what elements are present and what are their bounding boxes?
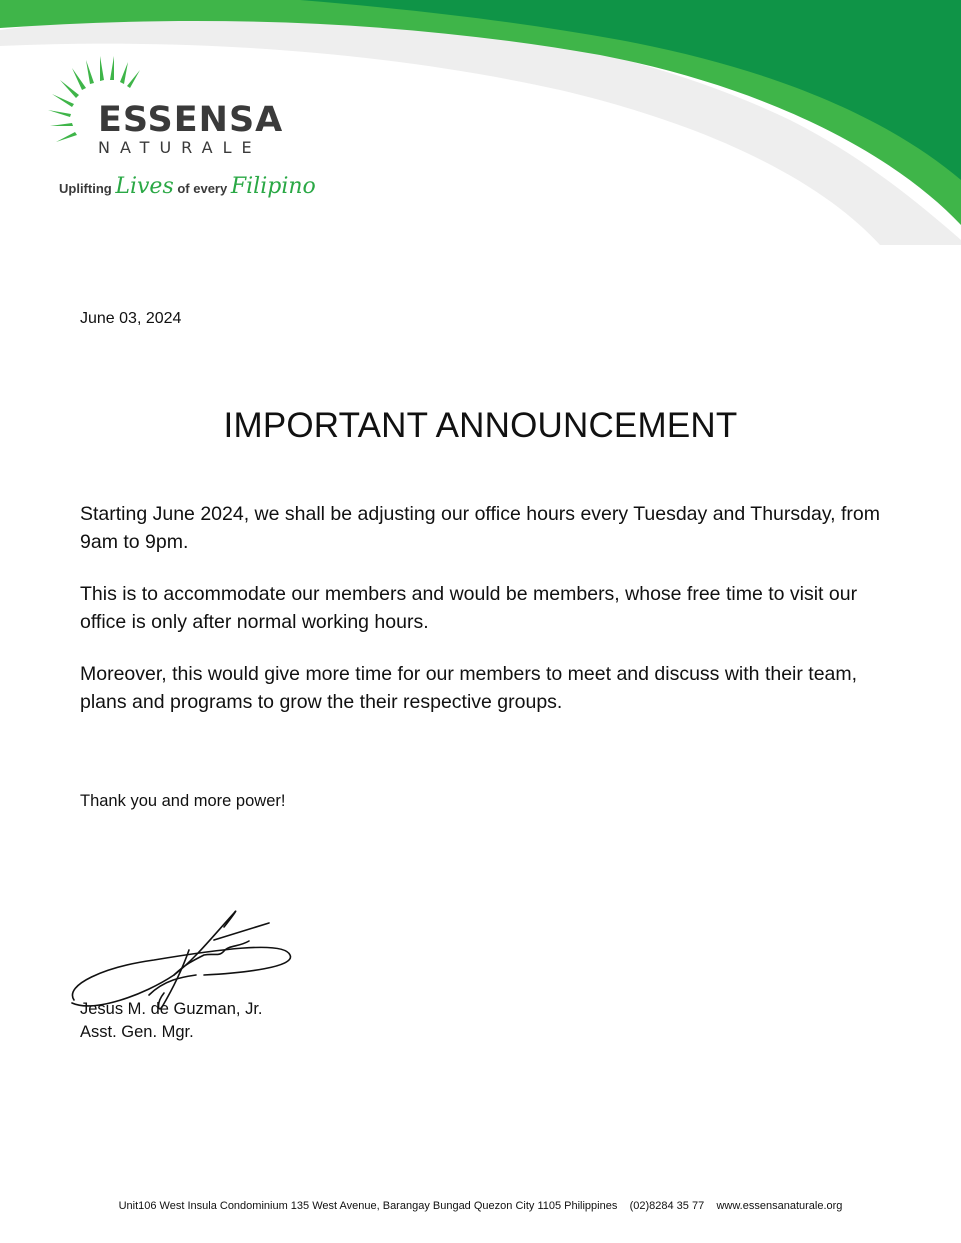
letter-date: June 03, 2024 (80, 310, 182, 327)
essensa-naturale-logo (50, 58, 330, 218)
brand-tagline (59, 174, 316, 199)
paragraph-3: Moreover, this would give more time for our members to meet and discuss with their team, plans and programs to grow the their respective groups. (80, 663, 858, 713)
tagline-script-filipino: Filipino (230, 174, 316, 199)
tagline-script-lives: Lives (115, 174, 174, 199)
signer-name: Jesus M. de Guzman, Jr. (80, 1000, 263, 1018)
tagline-mid: of every (177, 181, 228, 196)
tagline-lead: Uplifting (59, 181, 112, 196)
signer-block (80, 998, 262, 1044)
paragraph-2: This is to accommodate our members and would be members, whose free time to visit our office is only after normal working hours. (80, 583, 858, 633)
footer (0, 1200, 961, 1212)
letter-title: IMPORTANT ANNOUNCEMENT (223, 406, 738, 445)
footer-address: Unit106 West Insula Condominium 135 West Avenue, Barangay Bungad Quezon City 1105 Philippines (118, 1200, 618, 1212)
brand-subname: NATURALE (98, 138, 262, 157)
brand-name: ESSENSA (98, 100, 284, 140)
footer-phone: (02)8284 35 77 (629, 1200, 705, 1212)
closing-line: Thank you and more power! (80, 792, 286, 810)
footer-website: www.essensanaturale.org (716, 1200, 843, 1212)
paragraph-1: Starting June 2024, we shall be adjusting our office hours every Tuesday and Thursday, from 9am to 9pm. (80, 503, 880, 553)
signer-title: Asst. Gen. Mgr. (80, 1023, 194, 1041)
